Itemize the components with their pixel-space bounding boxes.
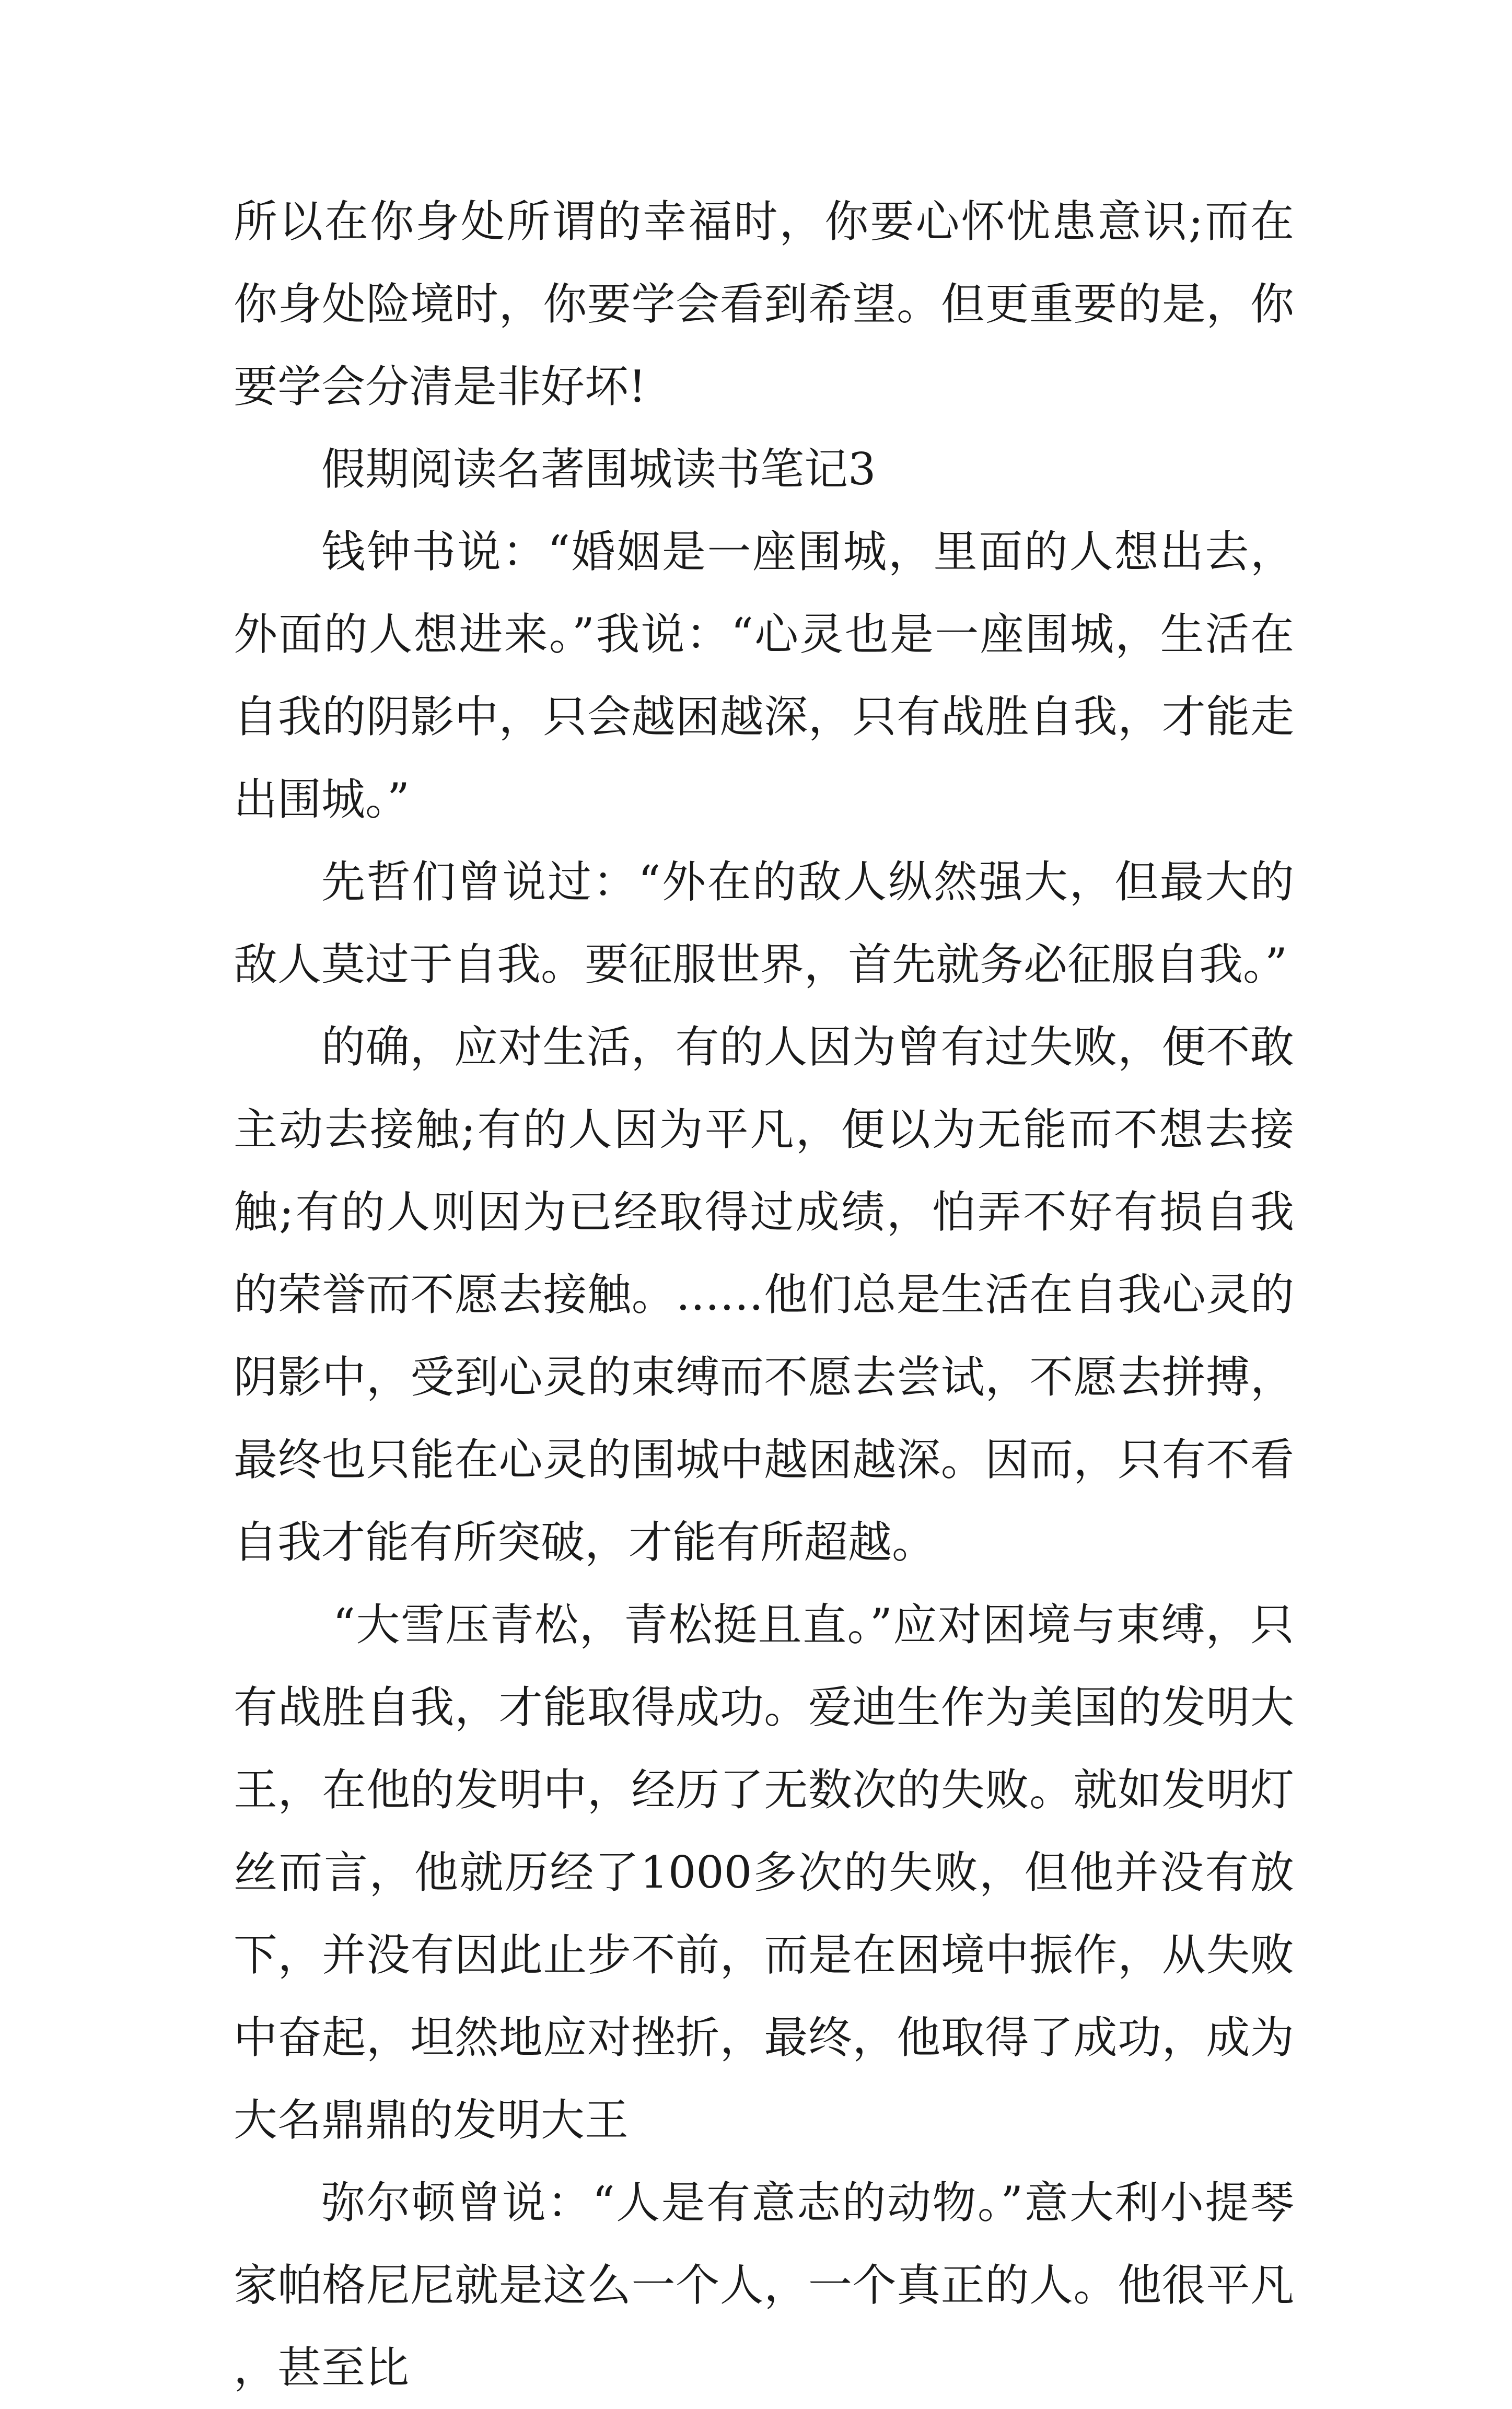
paragraph: 弥尔顿曾说：“人是有意志的动物。”意大利小提琴家帕格尼尼就是这么一个人，一个真正的人。他很平凡，甚至比 [234,2177,1294,2393]
paragraph: 的确，应对生活，有的人因为曾有过失败，便不敢主动去接触;有的人因为平凡，便以为无能而不想去接触;有的人则因为已经取得过成绩，怕弄不好有损自我的荣誉而不愿去接触。……他们总是生活在自我心灵的阴影中，受到心灵的束缚而不愿去尝试，不愿去拼搏，最终也只能在心灵的围城中越困越深。因而，只有不看自我才能有所突破，才能有所超越。 [234,1021,1294,1568]
paragraph: 先哲们曾说过：“外在的敌人纵然强大，但最大的敌人莫过于自我。要征服世界，首先就务必征服自我。” [234,856,1294,990]
section-heading: 假期阅读名著围城读书笔记3 [321,444,876,495]
paragraph: “大雪压青松，青松挺且直。”应对困境与束缚，只有战胜自我，才能取得成功。爱迪生作为美国的发明大王，在他的发明中，经历了无数次的失败。就如发明灯丝而言，他就历经了1000多次的失败，但他并没有放下，并没有因此止步不前，而是在困境中振作，从失败中奋起，坦然地应对挫折，最终，他取得了成功，成为大名鼎鼎的发明大王 [234,1599,1294,2146]
paragraph-continuation: 所以在你身处所谓的幸福时，你要心怀忧患意识;而在你身处险境时，你要学会看到希望。但更重要的是，你要学会分清是非好坏! [234,196,1294,412]
document-body [234,180,1294,2409]
paragraph: 钱钟书说：“婚姻是一座围城，里面的人想出去，外面的人想进来。”我说：“心灵也是一座围城，生活在自我的阴影中，只会越困越深，只有战胜自我，才能走出围城。” [234,526,1294,825]
